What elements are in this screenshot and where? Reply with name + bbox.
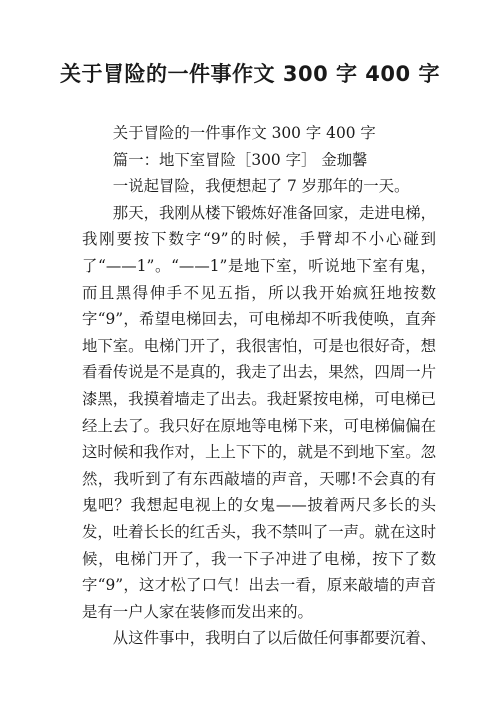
paragraph: 从这件事中，我明白了以后做任何事都要沉着、 [112, 629, 437, 648]
document-body [82, 120, 436, 652]
document-title: 关于冒险的一件事作文 300 字 400 字 [60, 62, 440, 86]
document-subtitle: 关于冒险的一件事作文 300 字 400 字 [112, 124, 376, 142]
chapter-heading: 篇一：地下室冒险［300 字］ 金珈馨 [112, 150, 368, 169]
paragraph: 那天，我刚从楼下锻炼好准备回家，走进电梯，我刚要按下数字“9”的时候，手臂却不小心碰到了“——1”。“——1”是地下室，听说地下室有鬼，而且黑得伸手不见五指，所以我开始疯狂地按数字“9”，希望电梯回去，可电梯却不听我使唤，直奔地下室。电梯门开了，我很害怕，可是也很好奇，想看看传说是不是真的，我走了出去，果然，四周一片漆黑，我摸着墙走了出去。我赶紧按电梯，可电梯已经上去了。我只好在原地等电梯下来，可电梯偏偏在这时候和我作对，上上下下的，就是不到地下室。忽然，我听到了有东西敲墙的声音，天哪!不会真的有鬼吧？我想起电视上的女鬼——披着两尺多长的头发，吐着长长的红舌头，我不禁叫了一声。就在这时候，电梯门开了，我一下子冲进了电梯，按下了数字“9”，这才松了口气！出去一看，原来敲墙的声音是有一户人家在装修而发出来的。 [82, 203, 437, 621]
paragraph: 一说起冒险，我便想起了 7 岁那年的一天。 [112, 177, 410, 196]
